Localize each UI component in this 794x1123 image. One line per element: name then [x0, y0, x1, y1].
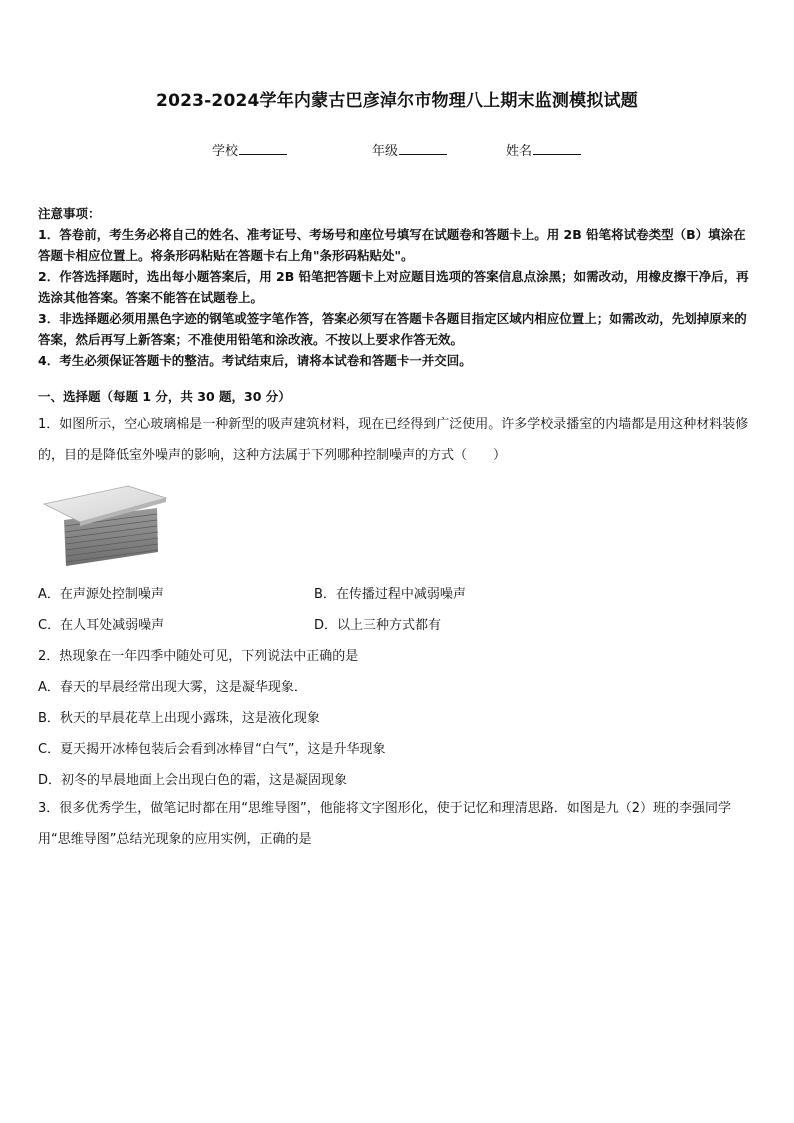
page-title: 2023-2024学年内蒙古巴彦淖尔市物理八上期末监测模拟试题 [156, 91, 638, 111]
school-label: 学校 [212, 144, 239, 159]
question-2-option-d: D．初冬的早晨地面上会出现白色的霜，这是凝固现象 [38, 773, 348, 788]
school-blank [239, 141, 287, 155]
grade-label: 年级 [372, 144, 399, 159]
grade-field [372, 140, 447, 159]
section-title: 一、选择题（每题 1 分，共 30 题，30 分） [38, 389, 291, 404]
question-1-option-b: B．在传播过程中减弱噪声 [314, 587, 466, 602]
note-item: 2．作答选择题时，选出每小题答案后，用 2B 铅笔把答题卡上对应题目选项的答案信息点涂黑；如需改动，用橡皮擦干净后，再选涂其他答案。答案不能答在试题卷上。 [38, 269, 749, 305]
note-item: 4．考生必须保证答题卡的整洁。考试结束后，请将本试卷和答题卡一并交回。 [38, 353, 472, 368]
name-label: 姓名 [506, 144, 533, 159]
question-2-option-c: C．夏天揭开冰棒包装后会看到冰棒冒“白气”，这是升华现象 [38, 742, 386, 757]
question-1-option-d: D．以上三种方式都有 [314, 618, 442, 633]
glass-wool-board-image [42, 482, 172, 574]
grade-blank [399, 141, 447, 155]
question-1-option-c: C．在人耳处减弱噪声 [38, 618, 165, 633]
question-2-option-b: B．秋天的早晨花草上出现小露珠，这是液化现象 [38, 711, 320, 726]
school-field [212, 140, 287, 159]
name-field [506, 140, 581, 159]
name-blank [533, 141, 581, 155]
note-item: 1．答卷前，考生务必将自己的姓名、准考证号、考场号和座位号填写在试题卷和答题卡上。用 2B 铅笔将试卷类型（B）填涂在答题卡相应位置上。将条形码粘贴在答题卡右上角"条形码粘贴处"。 [38, 227, 746, 263]
question-2-option-a: A．春天的早晨经常出现大雾，这是凝华现象． [38, 680, 307, 695]
note-item: 3．非选择题必须用黑色字迹的钢笔或签字笔作答，答案必须写在答题卡各题目指定区域内相应位置上；如需改动，先划掉原来的答案，然后再写上新答案；不准使用铅笔和涂改液。不按以上要求作答无效。 [38, 311, 747, 347]
question-1-stem: 1．如图所示，空心玻璃棉是一种新型的吸声建筑材料，现在已经得到广泛使用。许多学校录播室的内墙都是用这种材料装修的，目的是降低室外噪声的影响，这种方法属于下列哪种控制噪声的方式（ ） [38, 417, 749, 463]
notes-block [38, 203, 758, 371]
notes-heading: 注意事项： [38, 206, 101, 221]
question-2-stem: 2．热现象在一年四季中随处可见，下列说法中正确的是 [38, 649, 359, 664]
question-1-option-a: A．在声源处控制噪声 [38, 587, 164, 602]
question-3-stem: 3．很多优秀学生，做笔记时都在用“思维导图”，他能将文字图形化，使于记忆和理清思路．如图是九（2）班的李强同学用“思维导图”总结光现象的应用实例，正确的是 [38, 801, 732, 847]
